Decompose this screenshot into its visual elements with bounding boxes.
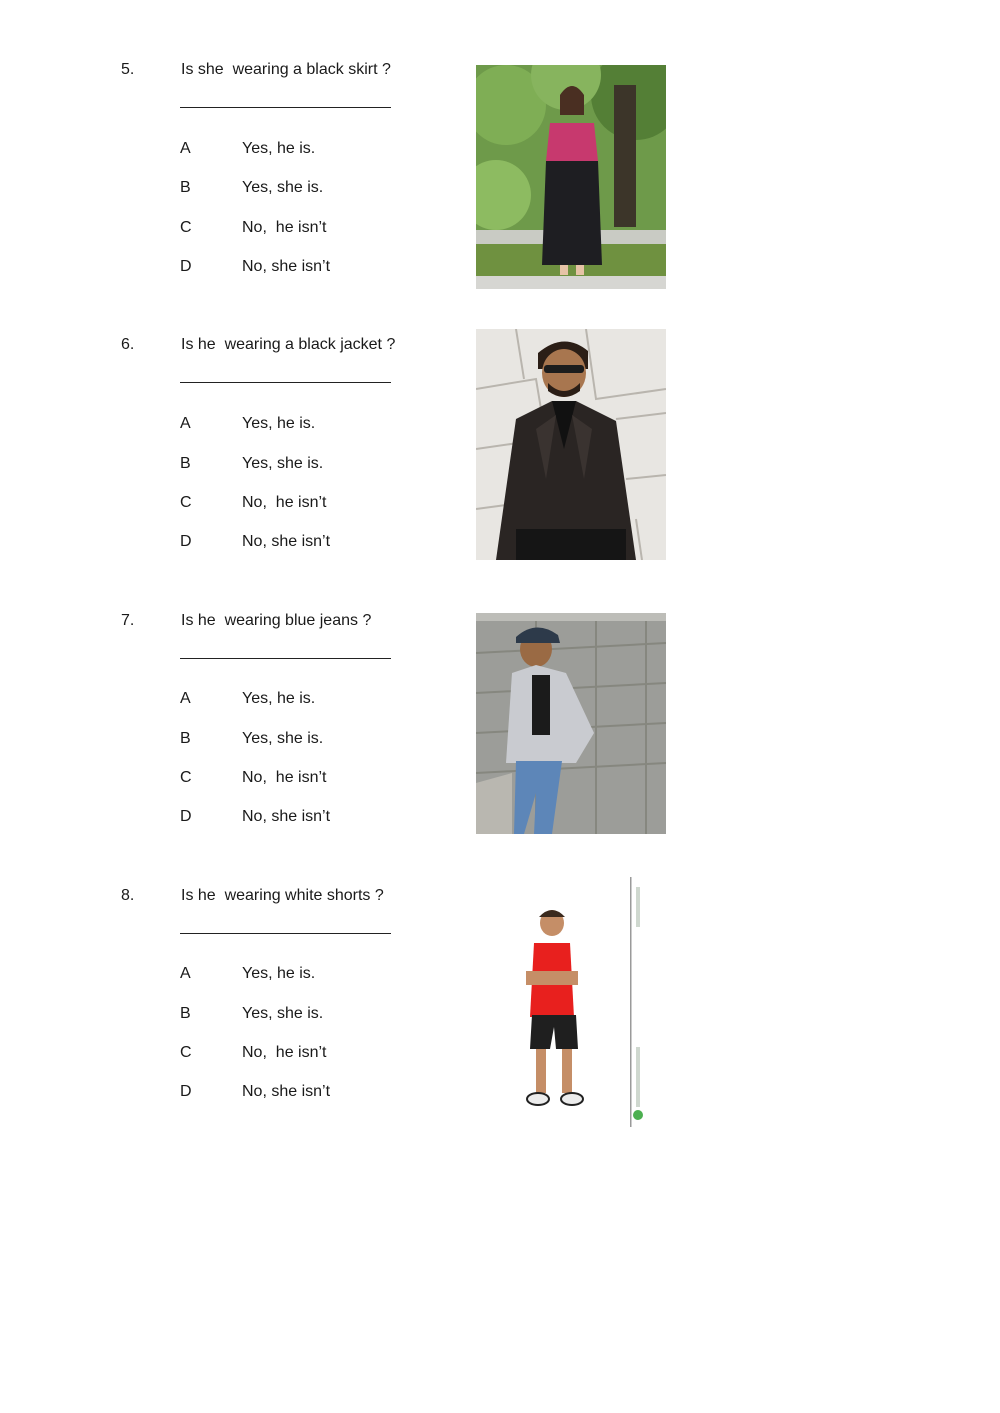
answer-blank[interactable] [180, 933, 391, 934]
option-a[interactable] [0, 140, 480, 162]
question-text: Is he wearing white shorts ? [181, 887, 384, 904]
option-letter: C [180, 219, 192, 236]
question-number: 6. [121, 336, 135, 353]
option-text: Yes, she is. [242, 1005, 324, 1022]
option-letter: D [180, 1083, 192, 1100]
option-letter: A [180, 965, 191, 982]
option-text: No, he isn’t [242, 219, 327, 236]
question-text: Is she wearing a black skirt ? [181, 61, 391, 78]
option-letter: B [180, 455, 191, 472]
option-c[interactable] [0, 769, 480, 791]
question-number: 8. [121, 887, 135, 904]
option-text: No, she isn’t [242, 1083, 331, 1100]
option-letter: B [180, 1005, 191, 1022]
option-a[interactable] [0, 965, 480, 987]
option-text: No, he isn’t [242, 769, 327, 786]
question-number: 5. [121, 61, 135, 78]
option-c[interactable] [0, 219, 480, 241]
option-c[interactable] [0, 1044, 480, 1066]
option-letter: D [180, 533, 192, 550]
option-d[interactable] [0, 808, 480, 830]
answer-blank[interactable] [180, 382, 391, 383]
option-letter: D [180, 808, 192, 825]
option-text: Yes, she is. [242, 730, 324, 747]
option-letter: A [180, 690, 191, 707]
option-text: Yes, he is. [242, 965, 316, 982]
option-text: No, she isn’t [242, 258, 331, 275]
option-d[interactable] [0, 258, 480, 280]
photo-boy-blue-jeans [476, 613, 666, 834]
answer-blank[interactable] [180, 107, 391, 108]
option-letter: A [180, 140, 191, 157]
question-7 [0, 612, 1000, 872]
option-letter: B [180, 179, 191, 196]
option-text: Yes, she is. [242, 179, 324, 196]
question-text: Is he wearing blue jeans ? [181, 612, 372, 629]
question-6 [0, 336, 1000, 596]
option-text: No, he isn’t [242, 494, 327, 511]
question-8 [0, 887, 1000, 1147]
photo-man-black-jacket [476, 329, 666, 560]
option-text: No, she isn’t [242, 533, 331, 550]
option-text: No, he isn’t [242, 1044, 327, 1061]
option-letter: A [180, 415, 191, 432]
option-text: No, she isn’t [242, 808, 331, 825]
option-text: Yes, she is. [242, 455, 324, 472]
option-letter: B [180, 730, 191, 747]
option-b[interactable] [0, 455, 480, 477]
option-text: Yes, he is. [242, 415, 316, 432]
photo-woman-black-skirt [476, 65, 666, 289]
option-letter: C [180, 1044, 192, 1061]
option-letter: C [180, 494, 192, 511]
option-b[interactable] [0, 179, 480, 201]
option-b[interactable] [0, 1005, 480, 1027]
option-text: Yes, he is. [242, 140, 316, 157]
question-5 [0, 61, 1000, 321]
option-a[interactable] [0, 690, 480, 712]
option-a[interactable] [0, 415, 480, 437]
question-text: Is he wearing a black jacket ? [181, 336, 396, 353]
option-b[interactable] [0, 730, 480, 752]
option-c[interactable] [0, 494, 480, 516]
answer-blank[interactable] [180, 658, 391, 659]
photo-boy-white-shorts [476, 877, 666, 1127]
question-number: 7. [121, 612, 135, 629]
option-letter: D [180, 258, 192, 275]
option-text: Yes, he is. [242, 690, 316, 707]
option-letter: C [180, 769, 192, 786]
option-d[interactable] [0, 1083, 480, 1105]
option-d[interactable] [0, 533, 480, 555]
